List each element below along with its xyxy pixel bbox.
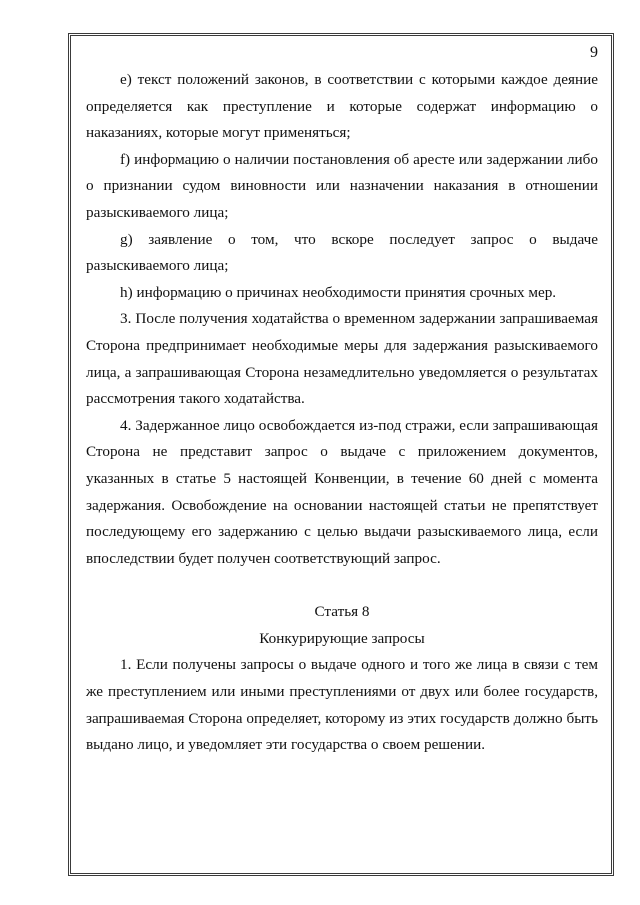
article-heading: Статья 8	[314, 603, 370, 621]
paragraph-item-g: g) заявление о том, что вскоре последует запрос о выдаче разыскиваемого лица;	[86, 230, 598, 275]
paragraph-item-h: h) информацию о причинах необходимости принятия срочных мер.	[120, 283, 557, 301]
paragraph-clause-3: 3. После получения ходатайства о временном задержании запрашиваемая Сторона предпринимает необходимые меры для задержания разыскиваемого лица, а запрашивающая Сторона незамедлительно уведомляется о результатах рассмотрения такого ходатайства.	[86, 310, 598, 408]
page-number: 9	[590, 44, 598, 61]
article-paragraph-1: 1. Если получены запросы о выдаче одного и того же лица в связи с тем же преступлением или иными преступлениями от двух или более государств, запрашиваемая Сторона определяет, которому из этих государств должно быть выдано лицо, и уведомляет эти государства о своем решении.	[86, 656, 598, 754]
document-body	[86, 67, 598, 759]
paragraph-clause-4: 4. Задержанное лицо освобождается из-под стражи, если запрашивающая Сторона не представит запрос о выдаче с приложением документов, указанных в статье 5 настоящей Конвенции, в течение 60 дней с момента задержания. Освобождение на основании настоящей статьи не препятствует последующему его задержанию с целью выдачи разыскиваемого лица, если впоследствии будет получен соответствующий запрос.	[86, 416, 598, 567]
article-title: Конкурирующие запросы	[259, 629, 425, 647]
paragraph-item-e: e) текст положений законов, в соответствии с которыми каждое деяние определяется как преступление и которые содержат информацию о наказаниях, которые могут применяться;	[86, 71, 598, 142]
paragraph-item-f: f) информацию о наличии постановления об аресте или задержании либо о признании судом виновности или назначении наказания в отношении разыскиваемого лица;	[86, 150, 598, 221]
